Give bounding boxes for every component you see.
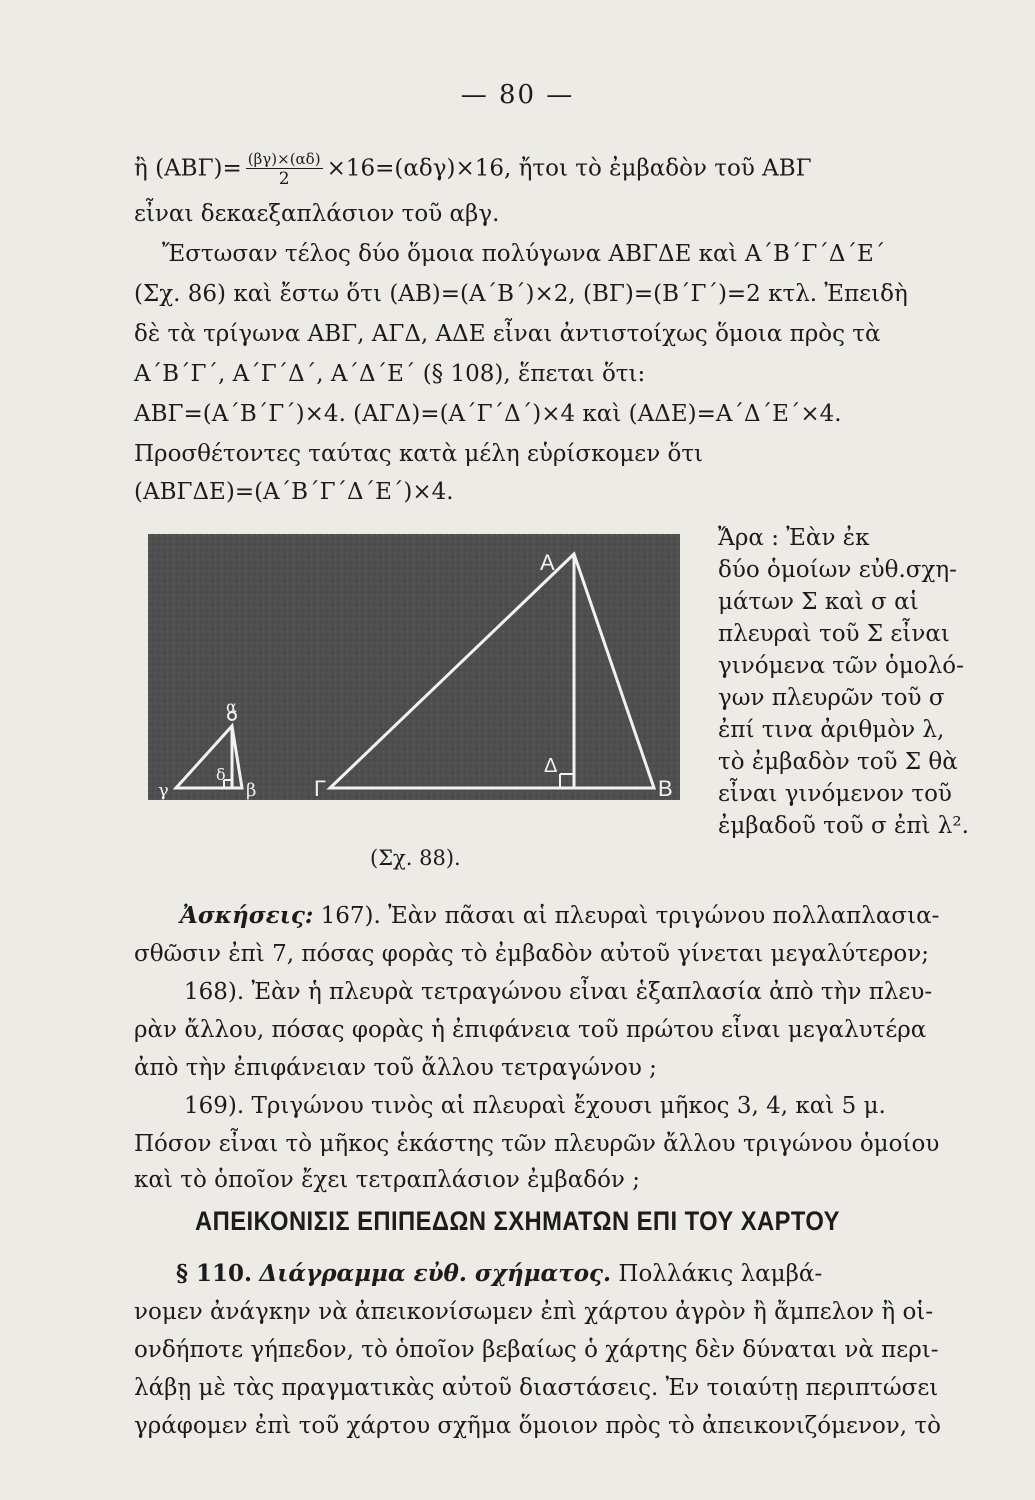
section-text: Πολλάκις λαμβά-: [611, 1261, 823, 1287]
formula-prefix: ἢ (ΑΒΓ)=: [134, 155, 242, 182]
page-number: — 80 —: [460, 80, 575, 110]
section-line: ονδήποτε γήπεδον, τὸ ὁποῖον βεβαίως ὁ χάρτης δὲν δύναται νὰ περι-: [134, 1337, 939, 1363]
formula-line: [134, 150, 812, 189]
exercise-line: Πόσον εἶναι τὸ μῆκος ἑκάστης τῶν πλευρῶν ἄλλου τριγώνου ὁμοίου: [134, 1131, 940, 1157]
side-line: εἶναι γινόμενον τοῦ: [718, 781, 952, 807]
figure-background: [148, 534, 680, 800]
side-paragraph: [718, 522, 1018, 842]
side-line: ἐπί τινα ἀριθμὸν λ,: [718, 717, 945, 743]
text-line: Α΄Β΄Γ΄, Α΄Γ΄Δ΄, Α΄Δ΄Ε΄ (§ 108), ἕπεται ὅτι:: [134, 361, 646, 387]
text-line: εἶναι δεκαεξαπλάσιον τοῦ αβγ.: [134, 201, 500, 227]
text-line: (ΑΒΓΔΕ)=(Α΄Β΄Γ΄Δ΄Ε΄)×4.: [134, 479, 454, 505]
label-alpha: α: [226, 697, 237, 716]
section-number: § 110.: [176, 1260, 253, 1287]
exercise-line: καὶ τὸ ὁποῖον ἔχει τετραπλάσιον ἐμβαδόν ;: [134, 1167, 640, 1193]
similar-triangles-figure: [148, 534, 680, 800]
exercise-line: 168). Ἐὰν ἡ πλευρὰ τετραγώνου εἶναι ἑξαπλασία ἀπὸ τὴν πλευ-: [184, 979, 933, 1005]
side-line: μάτων Σ καὶ σ αἱ: [718, 589, 919, 615]
text-line: Ἔστωσαν τέλος δύο ὅμοια πολύγωνα ΑΒΓΔΕ καὶ Α΄Β΄Γ΄Δ΄Ε΄: [162, 241, 886, 267]
fraction-numerator: (βγ)×(αδ): [247, 150, 321, 168]
text-line: Προσθέτοντες ταύτας κατὰ μέλη εὑρίσκομεν ὅτι: [134, 441, 704, 467]
exercise-line: [180, 900, 939, 932]
formula-suffix: ×16=(αδγ)×16, ἤτοι τὸ ἐμβαδὸν τοῦ ΑΒΓ: [326, 155, 812, 182]
label-B: B: [658, 776, 673, 800]
exercise-line: 169). Τριγώνου τινὸς αἱ πλευραὶ ἔχουσι μῆκος 3, 4, καὶ 5 μ.: [184, 1093, 886, 1119]
text-line: δὲ τὰ τρίγωνα ΑΒΓ, ΑΓΔ, ΑΔΕ εἶναι ἀντιστοίχως ὅμοια πρὸς τὰ: [134, 321, 881, 347]
side-line: γινόμενα τῶν ὁμολό-: [718, 653, 964, 679]
section-line: νομεν ἀνάγκην νὰ ἀπεικονίσωμεν ἐπὶ χάρτου ἀγρὸν ἢ ἄμπελον ἢ οἱ-: [134, 1299, 934, 1325]
text-line: (Σχ. 86) καὶ ἔστω ὅτι (ΑΒ)=(Α΄Β΄)×2, (ΒΓ)=(Β΄Γ΄)=2 κτλ. Ἐπειδὴ: [134, 281, 908, 307]
section-heading: ΑΠΕΙΚΟΝΙΣΙΣ ΕΠΙΠΕΔΩΝ ΣΧΗΜΑΤΩΝ ΕΠΙ ΤΟΥ ΧΑΡΤΟΥ: [195, 1206, 840, 1236]
label-beta: β: [246, 780, 257, 800]
label-A: A: [540, 550, 555, 575]
fraction-denominator: 2: [278, 169, 290, 189]
exercise-line: σθῶσιν ἐπὶ 7, πόσας φορὰς τὸ ἐμβαδὸν αὐτοῦ γίνεται μεγαλύτερον;: [134, 941, 929, 967]
label-delta: δ: [216, 765, 226, 784]
side-line: δύο ὁμοίων εὐθ.σχη-: [718, 557, 957, 583]
fraction: [246, 150, 323, 189]
exercise-line: ρὰν ἄλλου, πόσας φορὰς ἡ ἐπιφάνεια τοῦ πρώτου εἶναι μεγαλυτέρα: [134, 1017, 927, 1043]
exercise-line: ἀπὸ τὴν ἐπιφάνειαν τοῦ ἄλλου τετραγώνου ;: [134, 1055, 657, 1081]
side-line: Ἄρα : Ἐὰν ἐκ: [718, 525, 870, 551]
side-line: ἐμβαδοῦ τοῦ σ ἐπὶ λ².: [718, 813, 969, 839]
side-line: γων πλευρῶν τοῦ σ: [718, 685, 945, 711]
side-line: τὸ ἐμβαδὸν τοῦ Σ θὰ: [718, 749, 958, 775]
label-gamma: γ: [158, 780, 169, 800]
exercise-text: 167). Ἐὰν πᾶσαι αἱ πλευραὶ τριγώνου πολλαπλασια-: [320, 903, 940, 929]
section-line: λάβῃ μὲ τὰς πραγματικὰς αὐτοῦ διαστάσεις. Ἐν τοιαύτῃ περιπτώσει: [134, 1375, 939, 1401]
figure-caption: (Σχ. 88).: [370, 846, 461, 870]
label-Gamma: Γ: [314, 776, 327, 800]
section-line: γράφομεν ἐπὶ τοῦ χάρτου σχῆμα ὅμοιον πρὸς τὸ ἀπεικονιζόμενον, τὸ: [134, 1413, 941, 1439]
text-line: ΑΒΓ=(Α΄Β΄Γ΄)×4. (ΑΓΔ)=(Α΄Γ΄Δ΄)×4 καὶ (ΑΔΕ)=Α΄Δ΄Ε΄×4.: [134, 401, 842, 427]
side-line: πλευραὶ τοῦ Σ εἶναι: [718, 621, 950, 647]
section-title: Διάγραμμα εὐθ. σχήματος.: [259, 1260, 612, 1287]
section-first-line: [176, 1258, 822, 1290]
exercises-label: Ἀσκήσεις:: [180, 902, 314, 929]
label-Delta: Δ: [544, 755, 558, 777]
